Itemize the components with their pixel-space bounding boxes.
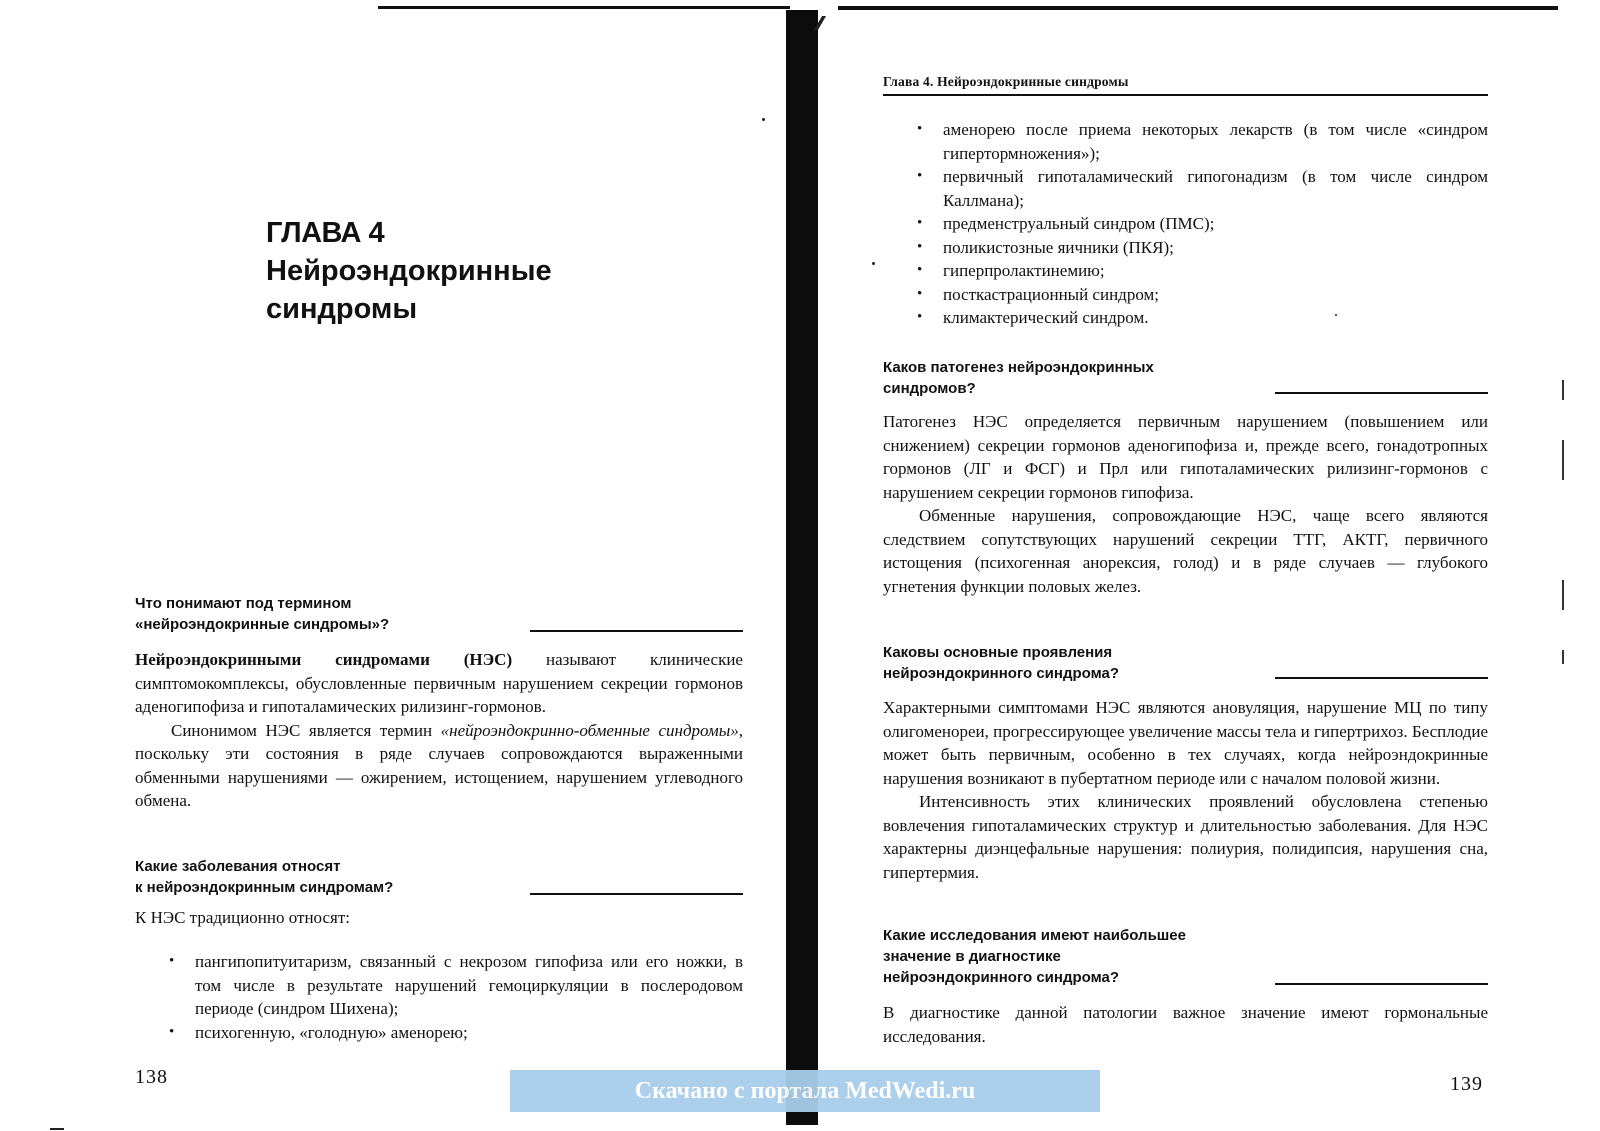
- paragraph: [135, 719, 743, 813]
- question-heading-diagnostics: [883, 925, 1186, 988]
- heading-line: нейроэндокринного синдрома?: [883, 969, 1120, 986]
- book-spine-shadow: [786, 10, 818, 1125]
- chapter-heading: [266, 214, 552, 328]
- scan-edge-mark: [1562, 380, 1564, 400]
- heading-rule: [1275, 392, 1488, 394]
- scan-speck: [1335, 314, 1337, 316]
- heading-line: Что понимают под термином: [135, 595, 352, 612]
- top-edge-rule-left: [378, 6, 790, 9]
- scan-speck: [50, 1128, 64, 1130]
- term-italic: «нейроэндокринно-обменные синдромы»: [440, 720, 739, 740]
- heading-rule: [1275, 677, 1488, 679]
- paragraph: Интенсивность этих клинических проявлений обусловлена степенью вовлечения гипоталамических структур и длительностью заболевания. Для НЭС характерны диэнцефальные нарушения: полиурия, полидипсия, нарушения сна, гипертермия.: [883, 792, 1488, 882]
- diseases-list-left: [165, 950, 743, 1044]
- heading-line: Какие заболевания относят: [135, 858, 341, 875]
- paragraph: В диагностике данной патологии важное значение имеют гормональные исследования.: [883, 1003, 1488, 1046]
- paragraph-text: Синонимом НЭС является термин: [171, 720, 441, 740]
- page-number-right: 139: [1450, 1073, 1483, 1095]
- watermark-banner[interactable]: Скачано с портала MedWedi.ru: [510, 1070, 1100, 1112]
- scan-edge-mark: [1562, 440, 1564, 480]
- diseases-list-right: [913, 118, 1488, 330]
- running-head: Глава 4. Нейроэндокринные синдромы: [883, 74, 1488, 96]
- scan-edge-mark: [1562, 650, 1564, 664]
- list-item: • психогенную, «голодную» аменорею;: [165, 1021, 743, 1045]
- paragraph: Обменные нарушения, сопровождающие НЭС, чаще всего являются следствием сопутствующих нарушений секреции ТТГ, АКТГ, первичного истощения (психогенная анорексия, голод) и в ряде случаев — глубокого угнетения функции половых желез.: [883, 506, 1488, 596]
- chapter-title-line1: Нейроэндокринные: [266, 255, 552, 287]
- list-item: • гиперпролактинемию;: [913, 259, 1488, 283]
- heading-line: значение в диагностике: [883, 948, 1061, 965]
- paragraph: [135, 648, 743, 719]
- paragraph-text: , поскольку эти состояния в ряде случаев сопровождаются выраженными обменными нарушениями — ожирением, истощением, нарушением углеводного обмена.: [135, 720, 744, 810]
- chapter-number: ГЛАВА 4: [266, 217, 385, 249]
- list-item: • поликистозные яичники (ПКЯ);: [913, 236, 1488, 260]
- manifestations-text: [883, 696, 1488, 884]
- pathogenesis-text: [883, 410, 1488, 598]
- paragraph-text: называют клинические симптомокомплексы, обусловленные первичным нарушением секреции гормонов аденогипофиза и гипоталамических рилизинг-гормонов.: [135, 650, 743, 716]
- list-item: • посткастрационный синдром;: [913, 283, 1488, 307]
- question-heading-definition: [135, 593, 389, 635]
- paragraph: Патогенез НЭС определяется первичным нарушением (повышением или снижением) секреции гормонов аденогипофиза и, прежде всего, гонадотропных гормонов (ЛГ и ФСГ) и Прл или гипоталамических рилизинг-гормонов с нарушением секреции гормонов гипофиза.: [883, 412, 1488, 502]
- heading-line: к нейроэндокринным синдромам?: [135, 879, 394, 896]
- question-heading-manifestations: [883, 642, 1119, 684]
- heading-line: «нейроэндокринные синдромы»?: [135, 616, 390, 633]
- question-heading-pathogenesis: [883, 357, 1154, 399]
- list-item: • пангипопитуитаризм, связанный с некрозом гипофиза или его ножки, в том числе в результате нарушений гемоциркуляции в послеродовом периоде (синдром Шихена);: [165, 950, 743, 1021]
- term-bold: Нейроэндокринными синдромами (НЭС): [135, 650, 513, 669]
- heading-line: Какие исследования имеют наибольшее: [883, 927, 1186, 944]
- question-heading-diseases: [135, 856, 393, 898]
- page-number-left: 138: [135, 1066, 168, 1088]
- list-item: • климактерический синдром.: [913, 306, 1488, 330]
- heading-line: синдромов?: [883, 380, 976, 397]
- heading-line: нейроэндокринного синдрома?: [883, 665, 1120, 682]
- list-item: • предменструальный синдром (ПМС);: [913, 212, 1488, 236]
- definition-text: [135, 648, 743, 813]
- heading-line: Каковы основные проявления: [883, 644, 1113, 661]
- heading-line: Каков патогенез нейроэндокринных: [883, 359, 1154, 376]
- paragraph-text: К НЭС традиционно относят:: [135, 908, 350, 927]
- heading-rule: [530, 630, 743, 632]
- list-item: • аменорею после приема некоторых лекарств (в том числе «синдром гипертормножения»);: [913, 118, 1488, 165]
- list-item: • первичный гипоталамический гипогонадизм (в том числе синдром Каллмана);: [913, 165, 1488, 212]
- paragraph: Характерными симптомами НЭС являются ановуляция, нарушение МЦ по типу олигоменореи, прогрессирующее увеличение массы тела и гипертрихоз. Бесплодие может быть первичным, особенно в тех случаях, когда нейроэндокринные нарушения возникают в пубертатном периоде или с началом половой жизни.: [883, 698, 1488, 788]
- diagnostics-text: [883, 1001, 1488, 1048]
- scan-edge-mark: [1562, 580, 1564, 610]
- chapter-title-line2: синдромы: [266, 293, 418, 325]
- heading-rule: [530, 893, 743, 895]
- scan-speck: [762, 118, 765, 121]
- top-edge-rule-right: [838, 6, 1558, 10]
- heading-rule: [1275, 983, 1488, 985]
- scan-speck: [872, 262, 875, 265]
- diseases-intro: [135, 906, 743, 930]
